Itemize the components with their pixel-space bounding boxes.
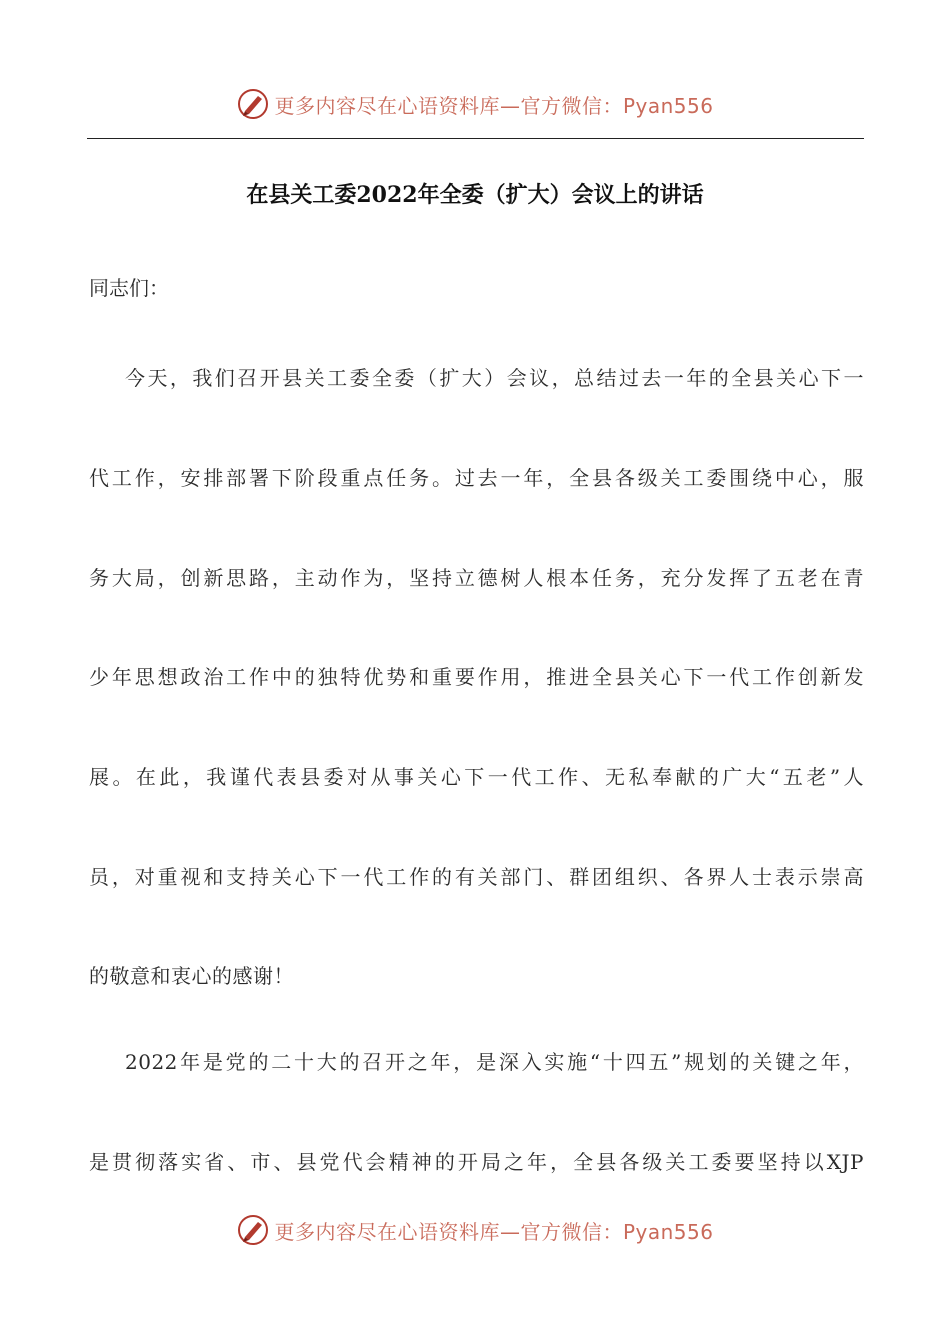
pen-logo-icon	[236, 87, 270, 121]
body-line: 是贯彻落实省、市、县党代会精神的开局之年，全县各级关工委要坚持以XJP	[89, 1150, 864, 1174]
body-line: 代工作，安排部署下阶段重点任务。过去一年，全县各级关工委围绕中心，服	[89, 466, 864, 490]
body-line: 2022年是党的二十大的召开之年，是深入实施“十四五”规划的关键之年，	[125, 1050, 864, 1074]
header-divider	[87, 138, 864, 139]
greeting: 同志们：	[89, 276, 169, 300]
footer-banner	[0, 1210, 950, 1250]
header-brand-text: 更多内容尽在心语资料库—官方微信：Pyan556	[274, 93, 714, 118]
pen-logo-icon	[236, 1213, 270, 1247]
page-title: 在县关工委2022年全委（扩大）会议上的讲话	[246, 182, 704, 208]
body-line: 今天，我们召开县关工委全委（扩大）会议，总结过去一年的全县关心下一	[125, 366, 864, 390]
body-line: 务大局，创新思路，主动作为，坚持立德树人根本任务，充分发挥了五老在青	[89, 566, 864, 590]
body-line: 少年思想政治工作中的独特优势和重要作用，推进全县关心下一代工作创新发	[89, 665, 864, 689]
body-line: 的敬意和衷心的感谢！	[89, 964, 294, 988]
body-line: 员，对重视和支持关心下一代工作的有关部门、群团组织、各界人士表示崇高	[89, 865, 864, 889]
header-banner	[0, 84, 950, 124]
body-line: 展。在此，我谨代表县委对从事关心下一代工作、无私奉献的广大“五老”人	[89, 765, 864, 789]
footer-brand-text: 更多内容尽在心语资料库—官方微信：Pyan556	[274, 1219, 714, 1244]
